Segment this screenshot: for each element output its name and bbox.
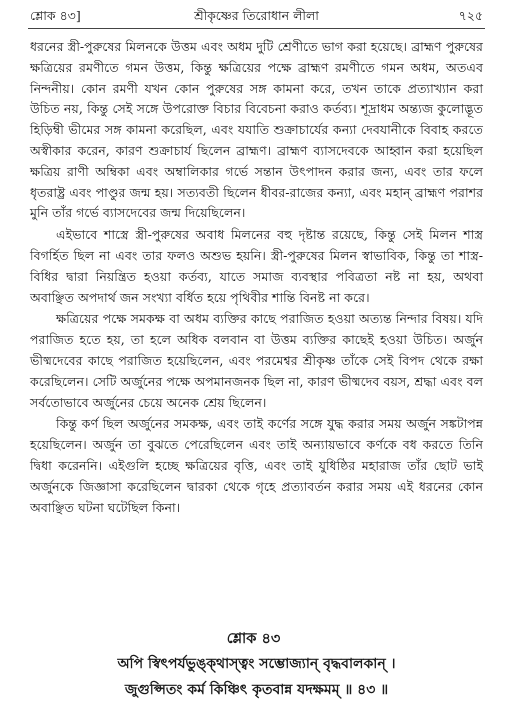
paragraph: ধরনের স্ত্রী-পুরুষের মিলনকে উত্তম এবং অধম দুটি শ্রেণীতে ভাগ করা হয়েছে। ব্রাহ্মণ পুরুষের ক্ষত্রিয়ের রমণীতে গমন উত্তম, কিন্তু ক্ষত্রিয়ের পক্ষে ব্রাহ্মণ রমণীতে গমন অধম, অতএব নিন্দনীয়। কোন রমণী যখন কোন পুরুষের সঙ্গ কামনা করে, তখন তাকে প্রত্যাখ্যান করা উচিত নয়, কিন্তু সেই সঙ্গে উপরোক্ত বিচার বিবেচনা করাও কর্তব্য। শূদ্রাধম অন্ত্যজ কুলোদ্ভূত হিড়িম্বী ভীমের সঙ্গ কামনা করেছিল, এবং যযাতি শুক্রাচার্যের কন্যা দেবযানীকে বিবাহ করতে অস্বীকার করেন, কারণ শুক্রাচার্য ছিলেন ব্রাহ্মণ। ব্রাহ্মণ ব্যাসদেবকে আহ্বান করা হয়েছিল ক্ষত্রিয় রাণী অম্বিকা এবং অম্বালিকার গর্ভে সন্তান উৎপাদন করার জন্য, এবং তার ফলে ধৃতরাষ্ট্র এবং পাণ্ডুর জন্ম হয়। সত্যবতী ছিলেন ধীবর-রাজের কন্যা, এবং মহান্‌ ব্রাহ্মণ পরাশর মুনি তাঁর গর্ভে ব্যাসদেবের জন্ম দিয়েছিলেন। [30, 39, 483, 221]
verse-reference: শ্লোক ৪৩] [30, 8, 81, 23]
paragraph: কিন্তু কর্ণ ছিল অর্জুনের সমকক্ষ, এবং তাই কর্ণের সঙ্গে যুদ্ধ করার সময় অর্জুন সঙ্কটাপন্ন হয়েছিলেন। অর্জুন তা বুঝতে পেরেছিলেন এবং তাই অন্যায়ভাবে কর্ণকে বধ করতে তিনি দ্বিধা করেননি। এইগুলি হচ্ছে ক্ষত্রিয়ের বৃত্তি, এবং তাই যুধিষ্ঠির মহারাজ তাঁর ছোট ভাই অর্জুনকে জিজ্ঞাসা করেছিলেন দ্বারকা থেকে গৃহে প্রত্যাবর্তন করার সময় এই ধরনের কোন অবাঞ্ছিত ঘটনা ঘটেছিল কিনা। [30, 416, 483, 515]
chapter-title: শ্রীকৃষ্ণের তিরোধান লীলা [194, 8, 319, 23]
paragraph: ক্ষত্রিয়ের পক্ষে সমকক্ষ বা অধম ব্যক্তির কাছে পরাজিত হওয়া অত্যন্ত নিন্দার বিষয়। যদি পরাজিত হতে হয়, তা হলে অধিক বলবান বা উত্তম ব্যক্তির কাছেই হওয়া উচিত। অর্জুন ভীষ্মদেবের কাছে পরাজিত হয়েছিলেন, এবং পরমেশ্বর শ্রীকৃষ্ণ তাঁকে সেই বিপদ থেকে রক্ষা করেছিলেন। সেটি অর্জুনের পক্ষে অপমানজনক ছিল না, কারণ ভীষ্মদেব বয়স, শ্রদ্ধা এবং বল সর্বতোভাবে অর্জুনের চেয়ে অনেক শ্রেয় ছিলেন। [30, 311, 483, 410]
paragraph: এইভাবে শাস্ত্রে স্ত্রী-পুরুষের অবাধ মিলনের বহু দৃষ্টান্ত রয়েছে, কিন্তু সেই মিলন শাস্ত্র বিগর্হিত ছিল না এবং তার ফলও অশুভ হয়নি। স্ত্রী-পুরুষের মিলন স্বাভাবিক, কিন্তু তা শাস্ত্র-বিধির দ্বারা নিয়ন্ত্রিত হওয়া কর্তব্য, যাতে সমাজ ব্যবস্থার পবিত্রতা নষ্ট না হয়, অথবা অবাঞ্ছিত অপদার্থ জন সংখ্যা বর্ধিত হয়ে পৃথিবীর শান্তি বিনষ্ট না করে। [30, 227, 483, 305]
header-divider [28, 28, 485, 29]
verse-line: জুগুপ্সিতং কর্ম কিঞ্চিৎ কৃতবান্ন যদক্ষমম্‌ ॥ ৪৩ ॥ [124, 682, 389, 698]
verse-heading: শ্লোক ৪৩ [226, 630, 281, 647]
page-number: ৭২৫ [458, 8, 483, 23]
purport-text [30, 37, 483, 519]
page-header [30, 6, 483, 28]
sanskrit-verse [30, 651, 483, 703]
verse-line: অপি স্বিৎপর্যভুঙ্‌ক্থাস্ত্বং সম্ভোজ্যান্‌ বৃদ্ধবালকান্‌ । [117, 656, 396, 672]
